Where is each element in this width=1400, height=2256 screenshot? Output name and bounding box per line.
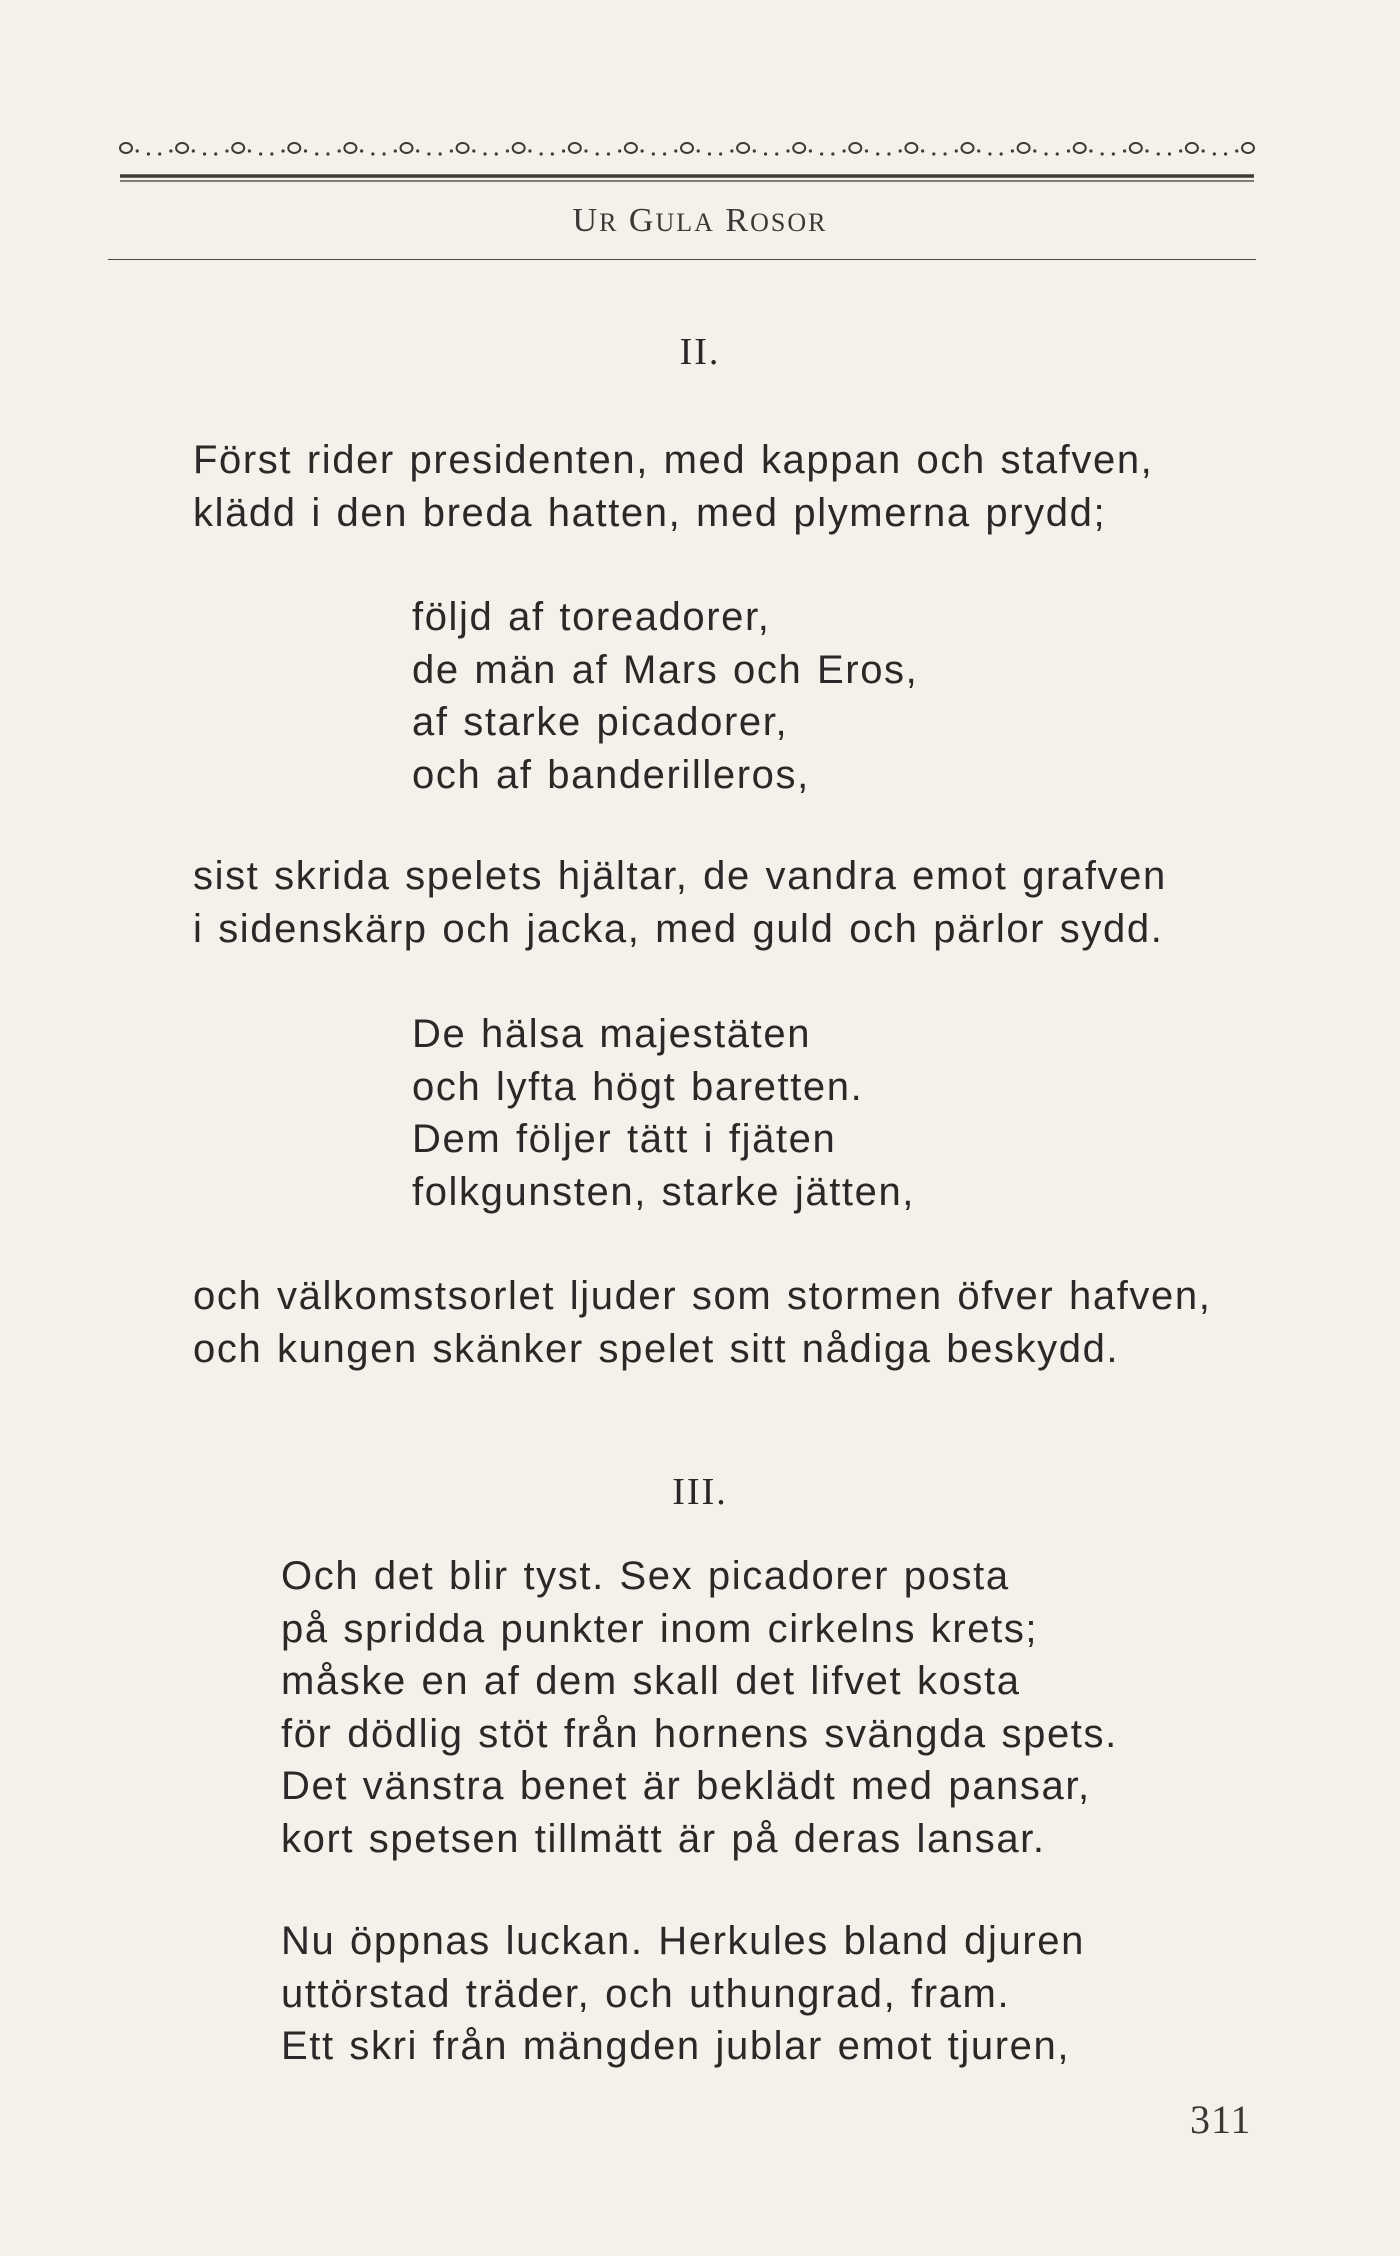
ornament-dot bbox=[708, 152, 711, 155]
ornament-dot bbox=[192, 149, 195, 152]
ornament-dot bbox=[147, 152, 150, 155]
ornament-dot bbox=[1224, 152, 1227, 155]
ornament-dot bbox=[1145, 149, 1148, 152]
header-rule bbox=[108, 259, 1256, 260]
ornament-dot bbox=[169, 149, 172, 152]
ornament-dot bbox=[764, 152, 767, 155]
ornament-dot bbox=[607, 152, 610, 155]
ornament-dot bbox=[663, 152, 666, 155]
ornament-link bbox=[849, 143, 861, 153]
ornament-dot bbox=[562, 149, 565, 152]
stanza bbox=[193, 1270, 1211, 1375]
ornament-dot bbox=[304, 149, 307, 152]
poem-line: klädd i den breda hatten, med plymerna prydd; bbox=[193, 490, 1107, 535]
ornament-dot bbox=[338, 149, 341, 152]
title-word-2: GULA bbox=[628, 202, 715, 239]
poem-line: måske en af dem skall det lifvet kosta bbox=[281, 1659, 1021, 1703]
ornament-dot bbox=[831, 152, 834, 155]
ornament-dot bbox=[865, 149, 868, 152]
ornament-dot bbox=[158, 152, 161, 155]
stanza bbox=[281, 1915, 1085, 2073]
stanza bbox=[193, 434, 1153, 539]
ornament-dot bbox=[887, 152, 890, 155]
ornament-link bbox=[288, 143, 300, 153]
ornament-dot bbox=[753, 149, 756, 152]
ornament-dot bbox=[876, 152, 879, 155]
ornament-dot bbox=[270, 152, 273, 155]
ornament-dot bbox=[371, 152, 374, 155]
ornament-dot bbox=[584, 149, 587, 152]
poem-line: Och det blir tyst. Sex picadorer posta bbox=[281, 1554, 1010, 1598]
poem-line: Ett skri från mängden jublar emot tjuren, bbox=[281, 2024, 1071, 2068]
poem-line: och lyfta högt baretten. bbox=[412, 1064, 864, 1109]
ornament-dot bbox=[1101, 152, 1104, 155]
ornament-link bbox=[401, 143, 413, 153]
ornament-dot bbox=[1000, 152, 1003, 155]
poem-line: Först rider presidenten, med kappan och stafven, bbox=[193, 438, 1154, 482]
title-word-1: UR bbox=[572, 202, 619, 239]
ornament-dot bbox=[416, 149, 419, 152]
ornament-link bbox=[344, 143, 356, 153]
ornament-dot bbox=[326, 152, 329, 155]
ornament-dot bbox=[697, 149, 700, 152]
ornament-dot bbox=[506, 149, 509, 152]
ornament-link bbox=[457, 143, 469, 153]
ornament-link bbox=[737, 143, 749, 153]
ornament-dot bbox=[641, 149, 644, 152]
ornament-dot bbox=[427, 152, 430, 155]
ornament-dot bbox=[225, 149, 228, 152]
ornament-dot bbox=[214, 152, 217, 155]
ornament-dot bbox=[674, 149, 677, 152]
ornament-dot bbox=[1235, 149, 1238, 152]
ornament-dot bbox=[1044, 152, 1047, 155]
ornament-link bbox=[232, 143, 244, 153]
poem-line: för dödlig stöt från hornens svängda spets. bbox=[281, 1711, 1118, 1756]
running-header-title bbox=[0, 202, 1400, 240]
ornament-dot bbox=[618, 149, 621, 152]
ornament-link bbox=[1242, 143, 1254, 153]
poem-line: i sidenskärp och jacka, med guld och pärlor sydd. bbox=[193, 906, 1164, 951]
poem-line: och välkomstsorlet ljuder som stormen öfver hafven, bbox=[193, 1274, 1212, 1318]
ornament-dot bbox=[281, 149, 284, 152]
ornament-link bbox=[681, 143, 693, 153]
stanza bbox=[412, 591, 918, 801]
ornament-dot bbox=[528, 149, 531, 152]
ornament-link bbox=[1018, 143, 1030, 153]
ornament-dot bbox=[382, 152, 385, 155]
ornament-dot bbox=[719, 152, 722, 155]
poem-line: Nu öppnas luckan. Herkules bland djuren bbox=[281, 1919, 1085, 1963]
ornament-dot bbox=[1123, 149, 1126, 152]
ornament-dot bbox=[988, 152, 991, 155]
ornament-link bbox=[905, 143, 917, 153]
ornament-link bbox=[1074, 143, 1086, 153]
poem-line: Det vänstra benet är beklädt med pansar, bbox=[281, 1764, 1091, 1808]
ornament-dot bbox=[921, 149, 924, 152]
ornament-dot bbox=[1112, 152, 1115, 155]
ornament-dot bbox=[472, 149, 475, 152]
poem-line: de män af Mars och Eros, bbox=[412, 647, 919, 692]
ornament-dot bbox=[786, 149, 789, 152]
ornament-dot bbox=[1056, 152, 1059, 155]
stanza bbox=[281, 1550, 1118, 1865]
ornament-link bbox=[513, 143, 525, 153]
poem-line: Dem följer tätt i fjäten bbox=[412, 1117, 837, 1161]
chain-ornament-icon bbox=[116, 128, 1258, 188]
ornament-dot bbox=[1202, 149, 1205, 152]
ornament-dot bbox=[1179, 149, 1182, 152]
ornament-link bbox=[625, 143, 637, 153]
ornament-dot bbox=[315, 152, 318, 155]
ornament-dot bbox=[259, 152, 262, 155]
ornament-dot bbox=[899, 149, 902, 152]
ornament-link bbox=[1130, 143, 1142, 153]
ornament-link bbox=[176, 143, 188, 153]
ornament-dot bbox=[1011, 149, 1014, 152]
ornament-dot bbox=[495, 152, 498, 155]
ornament-dot bbox=[1067, 149, 1070, 152]
page-number: 311 bbox=[1190, 2097, 1252, 2142]
ornament-dot bbox=[540, 152, 543, 155]
ornament-link bbox=[120, 143, 132, 153]
ornament-dot bbox=[360, 149, 363, 152]
ornament-dot bbox=[809, 149, 812, 152]
poem-line: på spridda punkter inom cirkelns krets; bbox=[281, 1606, 1039, 1651]
ornament-dot bbox=[1213, 152, 1216, 155]
ornament-dot bbox=[483, 152, 486, 155]
ornament-dot bbox=[203, 152, 206, 155]
ornament-dot bbox=[932, 152, 935, 155]
poem-line: och kungen skänker spelet sitt nådiga beskydd. bbox=[193, 1326, 1120, 1371]
ornament-link bbox=[962, 143, 974, 153]
ornament-dot bbox=[1033, 149, 1036, 152]
ornament-dot bbox=[842, 149, 845, 152]
poem-line: sist skrida spelets hjältar, de vandra emot grafven bbox=[193, 854, 1167, 898]
ornament-dot bbox=[248, 149, 251, 152]
ornament-dot bbox=[955, 149, 958, 152]
ornament-link bbox=[1186, 143, 1198, 153]
ornament-dot bbox=[136, 149, 139, 152]
stanza bbox=[412, 1008, 915, 1218]
poem-line: af starke picadorer, bbox=[412, 700, 789, 744]
ornament-dot bbox=[775, 152, 778, 155]
stanza bbox=[193, 850, 1167, 955]
ornament-dot bbox=[551, 152, 554, 155]
ornament-dot bbox=[943, 152, 946, 155]
ornament-dot bbox=[652, 152, 655, 155]
poem-line: folkgunsten, starke jätten, bbox=[412, 1169, 916, 1214]
ornament-dot bbox=[394, 149, 397, 152]
ornament-dot bbox=[596, 152, 599, 155]
ornament-dot bbox=[1157, 152, 1160, 155]
ornament-dot bbox=[820, 152, 823, 155]
title-word-3: ROSOR bbox=[725, 202, 828, 239]
ornament-link bbox=[569, 143, 581, 153]
ornament-dot bbox=[730, 149, 733, 152]
section-number-3: III. bbox=[672, 1471, 728, 1513]
section-number-2: II. bbox=[679, 331, 721, 373]
poem-line: uttörstad träder, och uthungrad, fram. bbox=[281, 1971, 1011, 2016]
poem-line: följd af toreadorer, bbox=[412, 595, 771, 639]
poem-line: och af banderilleros, bbox=[412, 752, 810, 797]
ornament-dot bbox=[977, 149, 980, 152]
ornament-dot bbox=[1089, 149, 1092, 152]
ornament-dot bbox=[450, 149, 453, 152]
ornament-dot bbox=[1168, 152, 1171, 155]
poem-line: kort spetsen tillmätt är på deras lansar. bbox=[281, 1816, 1046, 1861]
ornament-link bbox=[793, 143, 805, 153]
poem-line: De hälsa majestäten bbox=[412, 1012, 812, 1056]
ornament-dot bbox=[439, 152, 442, 155]
